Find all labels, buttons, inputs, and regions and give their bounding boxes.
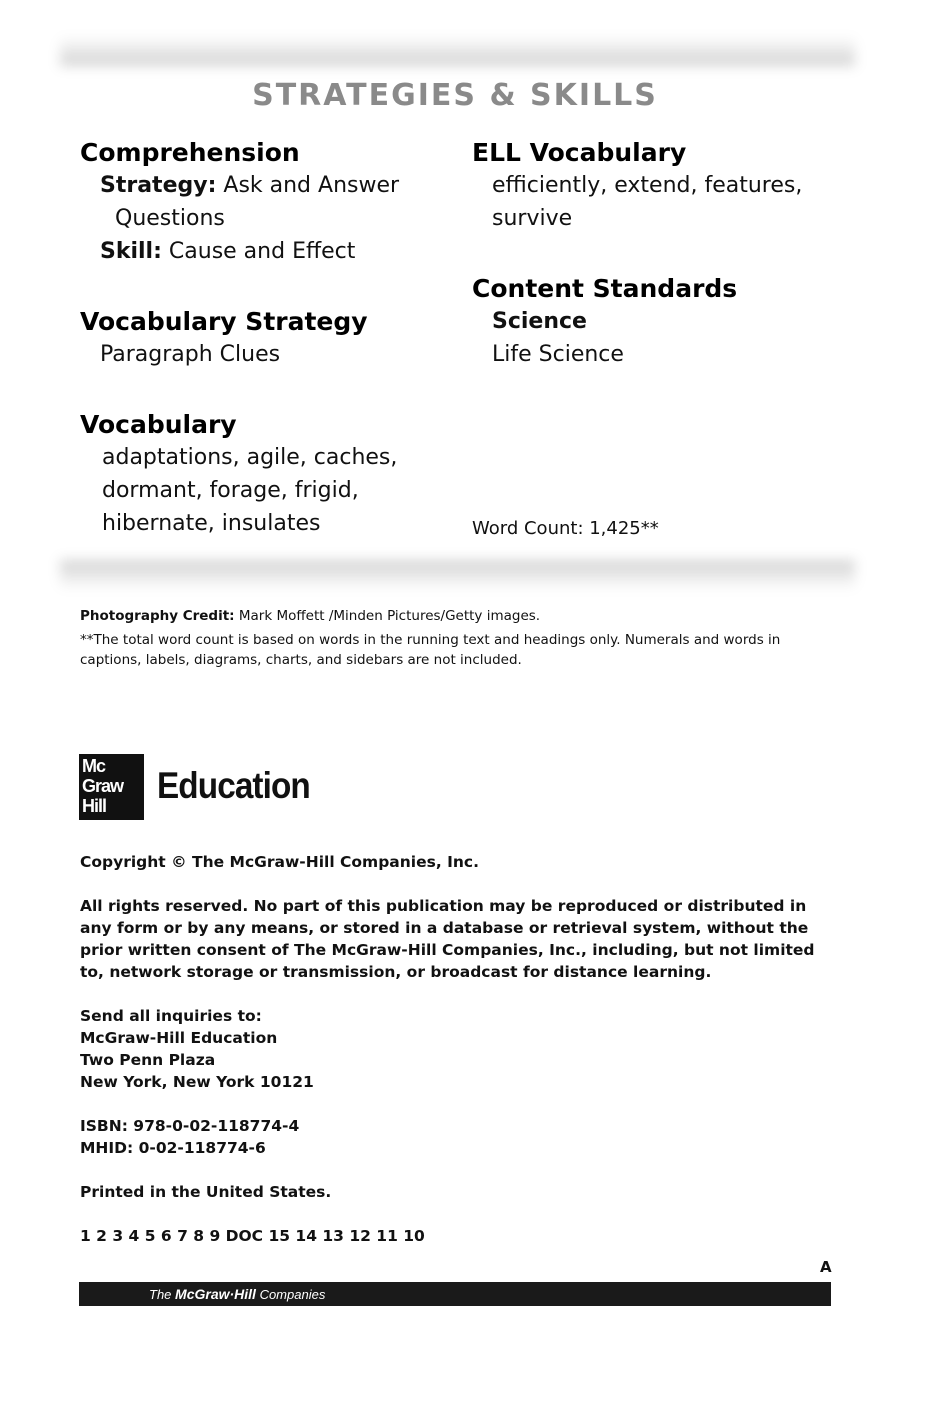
content-area: Life Science	[492, 342, 624, 367]
inquiries-line: Send all inquiries to:	[80, 1007, 262, 1025]
footer-bar	[79, 1282, 831, 1306]
top-shadow-band	[60, 36, 855, 66]
inquiries-line: Two Penn Plaza	[80, 1051, 216, 1069]
vocabulary-heading: Vocabulary	[80, 410, 237, 439]
vocabulary-line: dormant, forage, frigid,	[102, 478, 359, 503]
content-subject: Science	[492, 309, 587, 334]
copyright-line: Copyright © The McGraw-Hill Companies, Inc.	[80, 853, 480, 871]
skill-line	[100, 235, 399, 268]
vocab-strategy-heading: Vocabulary Strategy	[80, 307, 368, 336]
rights-paragraph: All rights reserved. No part of this publication may be reproduced or distributed in any form or by any means, or stored in a database or retrieval system, without the prior written consent of The McGraw-Hill Companies, Inc., including, but not limited to, network storage or transmission, or broadcast for distance learning.	[80, 897, 815, 981]
ell-vocabulary-heading: ELL Vocabulary	[472, 138, 687, 167]
logo-line: Mc	[82, 756, 106, 776]
ell-vocabulary-section	[472, 138, 802, 235]
logo-line: Graw	[82, 776, 124, 796]
inquiries-block	[80, 1005, 840, 1093]
strategy-line	[100, 169, 399, 202]
skill-value: Cause and Effect	[168, 239, 356, 264]
printing-line: 1 2 3 4 5 6 7 8 9 DOC 15 14 13 12 11 10	[80, 1227, 425, 1245]
vocab-strategy-value: Paragraph Clues	[100, 342, 281, 367]
isbn: ISBN: 978-0-02-118774-4	[80, 1117, 300, 1135]
footer-brand	[149, 1286, 325, 1302]
comprehension-heading: Comprehension	[80, 138, 300, 167]
page-title: STRATEGIES & SKILLS	[252, 78, 658, 113]
footer-brand-pre: The	[149, 1287, 172, 1302]
word-count: Word Count: 1,425**	[472, 518, 659, 539]
strategy-value-cont: Questions	[115, 206, 225, 231]
inquiries-line: New York, New York 10121	[80, 1073, 314, 1091]
vocabulary-line: hibernate, insulates	[102, 511, 321, 536]
logo-line: Hill	[82, 796, 107, 816]
content-standards-heading: Content Standards	[472, 274, 738, 303]
inquiries-line: McGraw-Hill Education	[80, 1029, 278, 1047]
skill-label: Skill:	[100, 239, 162, 264]
photo-credit-label: Photography Credit:	[80, 608, 235, 624]
footer-brand-post: Companies	[259, 1287, 326, 1302]
logo-wordmark: Education	[157, 765, 310, 806]
vocabulary-section	[80, 410, 397, 540]
photo-credit-value: Mark Moffett /Minden Pictures/Getty images.	[238, 608, 541, 624]
strategy-label: Strategy:	[100, 173, 217, 198]
photo-credit	[80, 606, 540, 626]
word-count-note: **The total word count is based on words in the running text and headings only. Numerals and words in captions, labels, diagrams, charts, and sidebars are not included.	[80, 632, 781, 668]
vocabulary-line: adaptations, agile, caches,	[102, 445, 398, 470]
strategy-value: Ask and Answer	[223, 173, 400, 198]
printed-line: Printed in the United States.	[80, 1183, 332, 1201]
footer-brand-name: McGraw·Hill	[175, 1286, 256, 1302]
ell-vocabulary-line: efficiently, extend, features,	[492, 173, 803, 198]
ell-vocabulary-line: survive	[492, 206, 573, 231]
mhid: MHID: 0-02-118774-6	[80, 1139, 266, 1157]
corner-letter: A	[820, 1258, 832, 1276]
bottom-shadow-band	[60, 560, 855, 590]
isbn-block	[80, 1115, 840, 1159]
content-standards-section	[472, 274, 737, 371]
mcgraw-hill-logo	[79, 754, 144, 820]
comprehension-section	[80, 138, 399, 268]
vocab-strategy-section	[80, 307, 368, 371]
